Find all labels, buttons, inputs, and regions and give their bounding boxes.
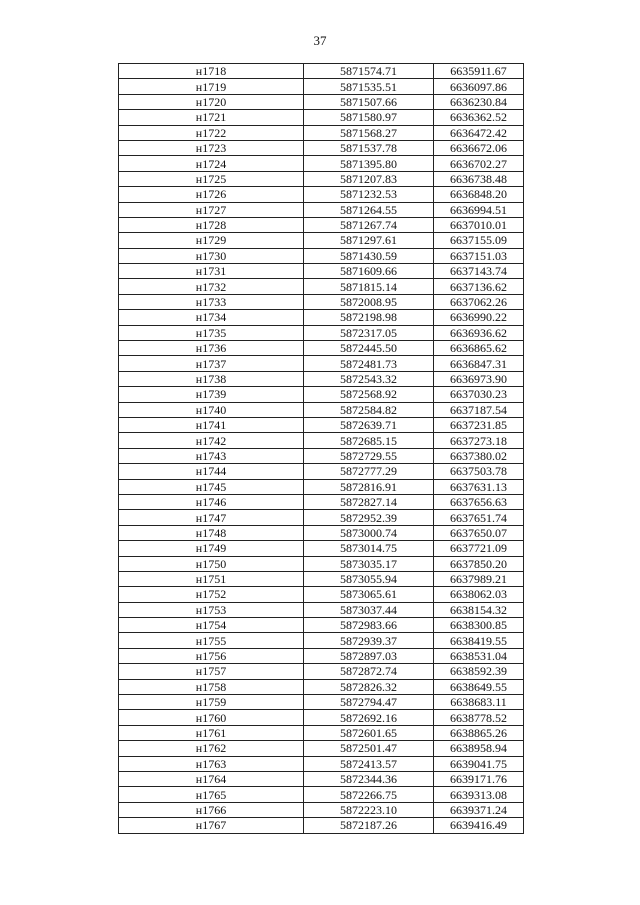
x-coordinate-cell: 5872639.71 [304, 417, 434, 432]
y-coordinate-cell: 6636990.22 [434, 310, 524, 325]
table-row [119, 633, 524, 648]
y-coordinate-cell: 6637136.62 [434, 279, 524, 294]
point-id-cell: н1731 [119, 264, 304, 279]
x-coordinate-cell: 5871535.51 [304, 79, 434, 94]
y-coordinate-cell: 6637721.09 [434, 541, 524, 556]
table-row [119, 279, 524, 294]
x-coordinate-cell: 5871395.80 [304, 156, 434, 171]
table-row [119, 140, 524, 155]
table-row [119, 341, 524, 356]
point-id-cell: н1755 [119, 633, 304, 648]
x-coordinate-cell: 5872584.82 [304, 402, 434, 417]
y-coordinate-cell: 6636230.84 [434, 94, 524, 109]
y-coordinate-cell: 6639313.08 [434, 787, 524, 802]
point-id-cell: н1736 [119, 341, 304, 356]
x-coordinate-cell: 5871537.78 [304, 140, 434, 155]
x-coordinate-cell: 5871264.55 [304, 202, 434, 217]
table-row [119, 233, 524, 248]
point-id-cell: н1718 [119, 64, 304, 79]
table-row [119, 79, 524, 94]
x-coordinate-cell: 5871232.53 [304, 187, 434, 202]
table-row [119, 187, 524, 202]
x-coordinate-cell: 5871815.14 [304, 279, 434, 294]
x-coordinate-cell: 5872501.47 [304, 741, 434, 756]
point-id-cell: н1763 [119, 756, 304, 771]
x-coordinate-cell: 5871574.71 [304, 64, 434, 79]
x-coordinate-cell: 5871609.66 [304, 264, 434, 279]
y-coordinate-cell: 6637503.78 [434, 464, 524, 479]
y-coordinate-cell: 6636472.42 [434, 125, 524, 140]
x-coordinate-cell: 5872692.16 [304, 710, 434, 725]
point-id-cell: н1729 [119, 233, 304, 248]
y-coordinate-cell: 6637989.21 [434, 571, 524, 586]
y-coordinate-cell: 6636973.90 [434, 371, 524, 386]
table-row [119, 479, 524, 494]
table-row [119, 417, 524, 432]
point-id-cell: н1739 [119, 387, 304, 402]
table-row [119, 294, 524, 309]
y-coordinate-cell: 6638958.94 [434, 741, 524, 756]
x-coordinate-cell: 5873014.75 [304, 541, 434, 556]
y-coordinate-cell: 6639371.24 [434, 802, 524, 817]
y-coordinate-cell: 6636936.62 [434, 325, 524, 340]
y-coordinate-cell: 6638865.26 [434, 725, 524, 740]
point-id-cell: н1743 [119, 448, 304, 463]
x-coordinate-cell: 5872344.36 [304, 771, 434, 786]
point-id-cell: н1727 [119, 202, 304, 217]
x-coordinate-cell: 5871507.66 [304, 94, 434, 109]
table-row [119, 710, 524, 725]
point-id-cell: н1726 [119, 187, 304, 202]
y-coordinate-cell: 6637850.20 [434, 556, 524, 571]
x-coordinate-cell: 5872543.32 [304, 371, 434, 386]
table-row [119, 556, 524, 571]
table-row [119, 818, 524, 833]
point-id-cell: н1765 [119, 787, 304, 802]
table-row [119, 725, 524, 740]
table-row [119, 171, 524, 186]
y-coordinate-cell: 6637651.74 [434, 510, 524, 525]
table-row [119, 464, 524, 479]
y-coordinate-cell: 6638683.11 [434, 695, 524, 710]
table-row [119, 448, 524, 463]
y-coordinate-cell: 6637187.54 [434, 402, 524, 417]
table-row [119, 64, 524, 79]
table-row [119, 371, 524, 386]
y-coordinate-cell: 6637273.18 [434, 433, 524, 448]
x-coordinate-cell: 5871297.61 [304, 233, 434, 248]
point-id-cell: н1747 [119, 510, 304, 525]
table-row [119, 510, 524, 525]
point-id-cell: н1757 [119, 664, 304, 679]
point-id-cell: н1756 [119, 648, 304, 663]
point-id-cell: н1742 [119, 433, 304, 448]
table-row [119, 787, 524, 802]
x-coordinate-cell: 5872939.37 [304, 633, 434, 648]
y-coordinate-cell: 6639416.49 [434, 818, 524, 833]
table-row [119, 202, 524, 217]
x-coordinate-cell: 5873035.17 [304, 556, 434, 571]
y-coordinate-cell: 6637380.02 [434, 448, 524, 463]
table-row [119, 356, 524, 371]
table-row [119, 264, 524, 279]
y-coordinate-cell: 6636097.86 [434, 79, 524, 94]
coordinates-table [118, 63, 524, 834]
point-id-cell: н1764 [119, 771, 304, 786]
x-coordinate-cell: 5871580.97 [304, 110, 434, 125]
table-row [119, 125, 524, 140]
x-coordinate-cell: 5872729.55 [304, 448, 434, 463]
point-id-cell: н1758 [119, 679, 304, 694]
table-row [119, 217, 524, 232]
point-id-cell: н1750 [119, 556, 304, 571]
point-id-cell: н1745 [119, 479, 304, 494]
x-coordinate-cell: 5872413.57 [304, 756, 434, 771]
y-coordinate-cell: 6638419.55 [434, 633, 524, 648]
point-id-cell: н1761 [119, 725, 304, 740]
y-coordinate-cell: 6638778.52 [434, 710, 524, 725]
x-coordinate-cell: 5872198.98 [304, 310, 434, 325]
point-id-cell: н1752 [119, 587, 304, 602]
y-coordinate-cell: 6639041.75 [434, 756, 524, 771]
point-id-cell: н1735 [119, 325, 304, 340]
x-coordinate-cell: 5873065.61 [304, 587, 434, 602]
point-id-cell: н1728 [119, 217, 304, 232]
table-row [119, 156, 524, 171]
point-id-cell: н1737 [119, 356, 304, 371]
table-row [119, 756, 524, 771]
x-coordinate-cell: 5871267.74 [304, 217, 434, 232]
table-row [119, 248, 524, 263]
table-row [119, 541, 524, 556]
x-coordinate-cell: 5872445.50 [304, 341, 434, 356]
point-id-cell: н1738 [119, 371, 304, 386]
table-row [119, 664, 524, 679]
x-coordinate-cell: 5871430.59 [304, 248, 434, 263]
table-row [119, 618, 524, 633]
point-id-cell: н1734 [119, 310, 304, 325]
table-row [119, 695, 524, 710]
point-id-cell: н1762 [119, 741, 304, 756]
point-id-cell: н1767 [119, 818, 304, 833]
y-coordinate-cell: 6637650.07 [434, 525, 524, 540]
y-coordinate-cell: 6635911.67 [434, 64, 524, 79]
y-coordinate-cell: 6636848.20 [434, 187, 524, 202]
y-coordinate-cell: 6638300.85 [434, 618, 524, 633]
point-id-cell: н1760 [119, 710, 304, 725]
y-coordinate-cell: 6638154.32 [434, 602, 524, 617]
page-number: 37 [313, 33, 327, 48]
table-row [119, 433, 524, 448]
y-coordinate-cell: 6638592.39 [434, 664, 524, 679]
table-row [119, 325, 524, 340]
x-coordinate-cell: 5872481.73 [304, 356, 434, 371]
y-coordinate-cell: 6637030.23 [434, 387, 524, 402]
point-id-cell: н1730 [119, 248, 304, 263]
point-id-cell: н1720 [119, 94, 304, 109]
point-id-cell: н1723 [119, 140, 304, 155]
table-row [119, 525, 524, 540]
x-coordinate-cell: 5872187.26 [304, 818, 434, 833]
table-row [119, 110, 524, 125]
point-id-cell: н1721 [119, 110, 304, 125]
point-id-cell: н1744 [119, 464, 304, 479]
x-coordinate-cell: 5872317.05 [304, 325, 434, 340]
y-coordinate-cell: 6637656.63 [434, 494, 524, 509]
point-id-cell: н1749 [119, 541, 304, 556]
x-coordinate-cell: 5872568.92 [304, 387, 434, 402]
y-coordinate-cell: 6636994.51 [434, 202, 524, 217]
point-id-cell: н1766 [119, 802, 304, 817]
x-coordinate-cell: 5873000.74 [304, 525, 434, 540]
x-coordinate-cell: 5872952.39 [304, 510, 434, 525]
y-coordinate-cell: 6636865.62 [434, 341, 524, 356]
table-row [119, 387, 524, 402]
x-coordinate-cell: 5872601.65 [304, 725, 434, 740]
x-coordinate-cell: 5873037.44 [304, 602, 434, 617]
point-id-cell: н1751 [119, 571, 304, 586]
point-id-cell: н1732 [119, 279, 304, 294]
point-id-cell: н1725 [119, 171, 304, 186]
x-coordinate-cell: 5873055.94 [304, 571, 434, 586]
y-coordinate-cell: 6638531.04 [434, 648, 524, 663]
y-coordinate-cell: 6636738.48 [434, 171, 524, 186]
table-row [119, 587, 524, 602]
y-coordinate-cell: 6637062.26 [434, 294, 524, 309]
x-coordinate-cell: 5872897.03 [304, 648, 434, 663]
y-coordinate-cell: 6638062.03 [434, 587, 524, 602]
point-id-cell: н1724 [119, 156, 304, 171]
table-row [119, 679, 524, 694]
x-coordinate-cell: 5872223.10 [304, 802, 434, 817]
table-row [119, 741, 524, 756]
x-coordinate-cell: 5872777.29 [304, 464, 434, 479]
x-coordinate-cell: 5872816.91 [304, 479, 434, 494]
point-id-cell: н1741 [119, 417, 304, 432]
x-coordinate-cell: 5871207.83 [304, 171, 434, 186]
point-id-cell: н1740 [119, 402, 304, 417]
x-coordinate-cell: 5871568.27 [304, 125, 434, 140]
coordinates-table-body [119, 64, 524, 834]
table-row [119, 802, 524, 817]
point-id-cell: н1753 [119, 602, 304, 617]
table-row [119, 648, 524, 663]
x-coordinate-cell: 5872794.47 [304, 695, 434, 710]
y-coordinate-cell: 6637231.85 [434, 417, 524, 432]
y-coordinate-cell: 6637143.74 [434, 264, 524, 279]
x-coordinate-cell: 5872266.75 [304, 787, 434, 802]
point-id-cell: н1746 [119, 494, 304, 509]
point-id-cell: н1748 [119, 525, 304, 540]
table-row [119, 402, 524, 417]
table-row [119, 310, 524, 325]
y-coordinate-cell: 6637631.13 [434, 479, 524, 494]
y-coordinate-cell: 6636702.27 [434, 156, 524, 171]
x-coordinate-cell: 5872983.66 [304, 618, 434, 633]
x-coordinate-cell: 5872827.14 [304, 494, 434, 509]
point-id-cell: н1754 [119, 618, 304, 633]
point-id-cell: н1759 [119, 695, 304, 710]
y-coordinate-cell: 6637155.09 [434, 233, 524, 248]
y-coordinate-cell: 6638649.55 [434, 679, 524, 694]
y-coordinate-cell: 6636362.52 [434, 110, 524, 125]
y-coordinate-cell: 6637151.03 [434, 248, 524, 263]
x-coordinate-cell: 5872826.32 [304, 679, 434, 694]
x-coordinate-cell: 5872685.15 [304, 433, 434, 448]
point-id-cell: н1719 [119, 79, 304, 94]
y-coordinate-cell: 6636672.06 [434, 140, 524, 155]
point-id-cell: н1722 [119, 125, 304, 140]
table-row [119, 494, 524, 509]
x-coordinate-cell: 5872872.74 [304, 664, 434, 679]
table-row [119, 771, 524, 786]
table-row [119, 602, 524, 617]
x-coordinate-cell: 5872008.95 [304, 294, 434, 309]
table-row [119, 94, 524, 109]
y-coordinate-cell: 6639171.76 [434, 771, 524, 786]
point-id-cell: н1733 [119, 294, 304, 309]
y-coordinate-cell: 6637010.01 [434, 217, 524, 232]
y-coordinate-cell: 6636847.31 [434, 356, 524, 371]
table-row [119, 571, 524, 586]
